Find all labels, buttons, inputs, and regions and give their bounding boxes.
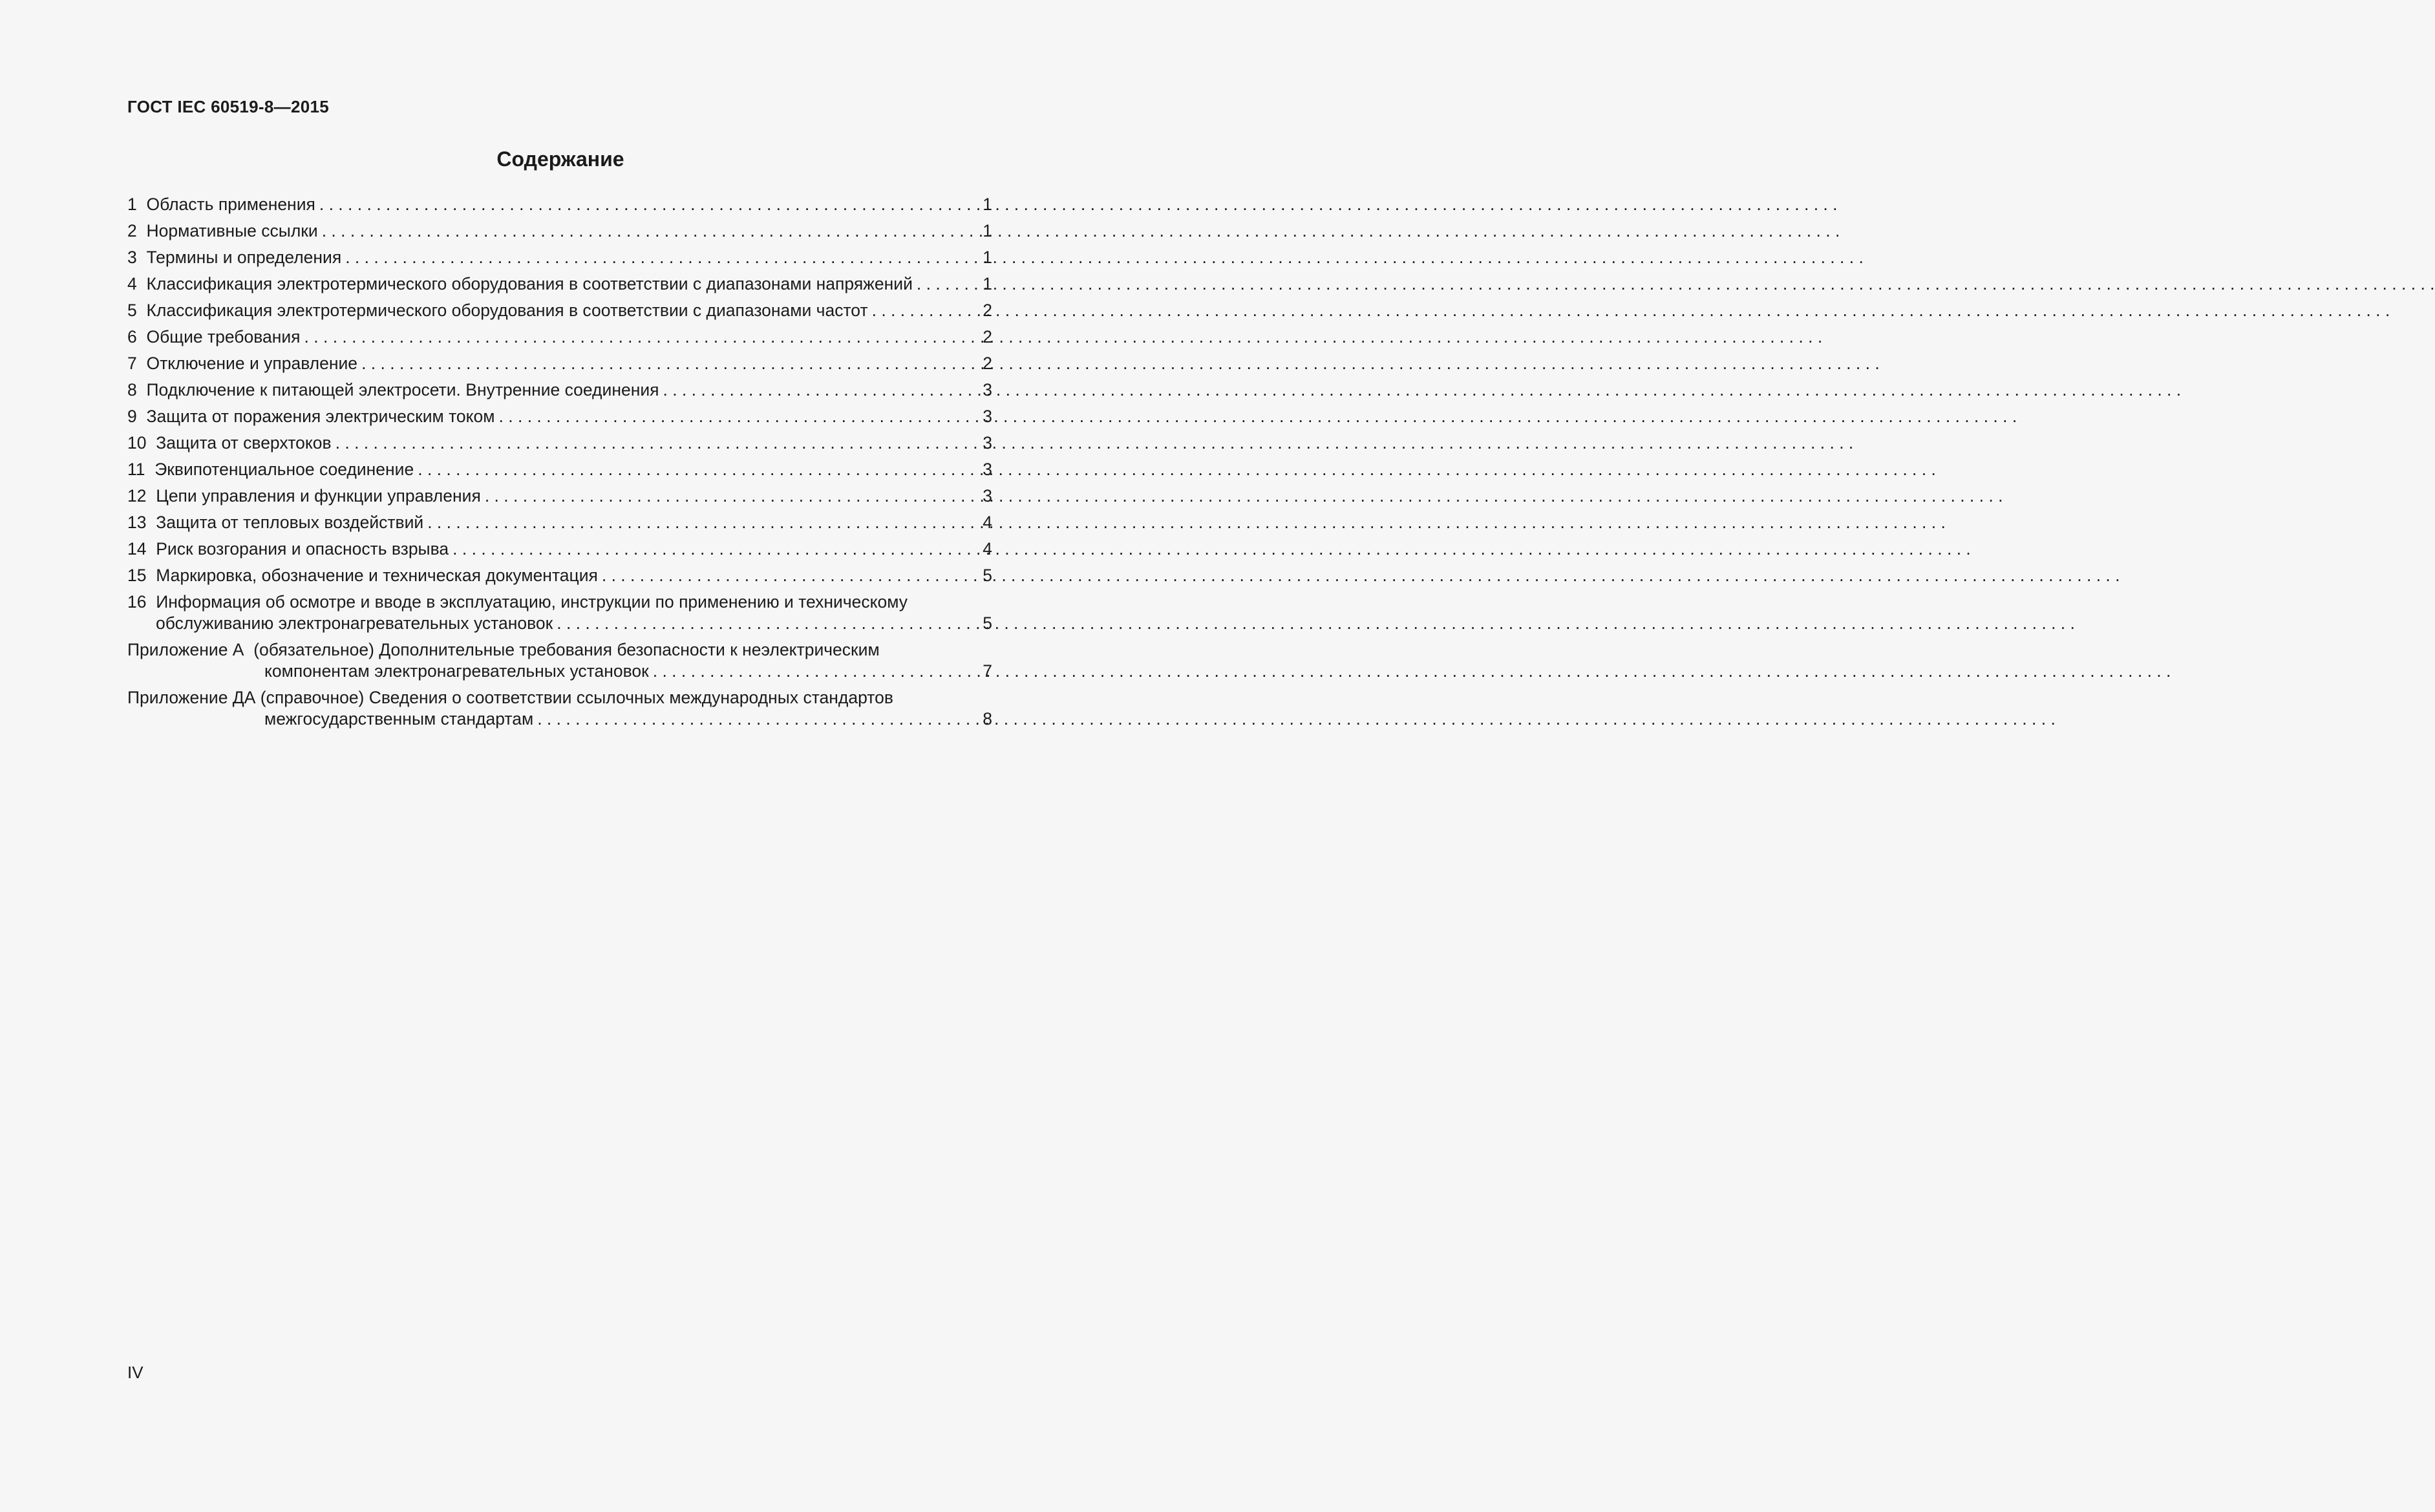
dot-leader bbox=[345, 247, 981, 268]
toc-entry-title: Защита от сверхтоков bbox=[156, 433, 332, 453]
toc-entry-title: Подключение к питающей электросети. Внутренние соединения bbox=[146, 380, 659, 399]
toc-entry-page: 3 bbox=[983, 380, 992, 399]
toc-entry-page: 2 bbox=[983, 327, 992, 346]
toc-entry-title: Защита от поражения электрическим током bbox=[146, 407, 495, 426]
toc-entry-title: Риск возгорания и опасность взрыва bbox=[156, 539, 449, 559]
toc-entry-page: 1 bbox=[983, 195, 992, 214]
dot-leader bbox=[335, 432, 982, 454]
dot-leader bbox=[663, 379, 981, 401]
toc-entry-title: (обязательное) Дополнительные требования безопасности к неэлектрическим bbox=[253, 640, 880, 659]
toc-entry-title: Общие требования bbox=[146, 327, 301, 346]
toc-entry[interactable] bbox=[127, 194, 992, 215]
toc-title: Содержание bbox=[496, 147, 624, 171]
toc-entry-number: 14 bbox=[127, 539, 147, 559]
toc-entry-number: 12 bbox=[127, 486, 147, 506]
dot-leader bbox=[537, 708, 981, 730]
toc-entry-number: 4 bbox=[127, 274, 137, 293]
toc-entry[interactable] bbox=[127, 300, 992, 321]
toc-entry[interactable] bbox=[127, 538, 992, 560]
toc-entry[interactable] bbox=[127, 565, 992, 586]
toc-entry-annex[interactable] bbox=[127, 639, 992, 682]
dot-leader bbox=[499, 406, 982, 427]
toc-entry-number: 7 bbox=[127, 354, 137, 373]
dot-leader bbox=[602, 565, 981, 586]
toc-entry-title-continued: межгосударственным стандартам bbox=[264, 709, 534, 729]
toc-entry-page: 8 bbox=[983, 709, 992, 729]
toc-entry-page: 1 bbox=[983, 248, 992, 267]
toc-entry[interactable] bbox=[127, 512, 992, 533]
toc-entry-number: 10 bbox=[127, 433, 147, 453]
toc-entry-page: 3 bbox=[983, 460, 992, 479]
toc-entry-title: Термины и определения bbox=[146, 248, 342, 267]
dot-leader bbox=[322, 220, 982, 242]
dot-leader bbox=[452, 538, 981, 560]
toc-entry-page: 4 bbox=[983, 513, 992, 532]
toc-entry[interactable] bbox=[127, 591, 992, 634]
annex-label: Приложение ДА bbox=[127, 688, 256, 707]
page-number: IV bbox=[127, 1363, 144, 1382]
toc-entry-number: 9 bbox=[127, 407, 137, 426]
toc-entry-number: 1 bbox=[127, 195, 137, 214]
toc-entry-title: Классификация электротермического оборудования в соответствии с диапазонами напряжений bbox=[146, 274, 913, 293]
dot-leader bbox=[485, 485, 981, 507]
toc-entry-title: Защита от тепловых воздействий bbox=[156, 513, 424, 532]
toc-entry[interactable] bbox=[127, 247, 992, 268]
toc-entry-title: Область применения bbox=[146, 195, 315, 214]
toc-entry-annex[interactable] bbox=[127, 687, 992, 730]
toc-entry-number: 2 bbox=[127, 221, 137, 240]
toc-entry-page: 5 bbox=[983, 566, 992, 585]
toc-entry-page: 3 bbox=[983, 433, 992, 453]
toc-entry[interactable] bbox=[127, 326, 992, 348]
toc-entry-page: 4 bbox=[983, 539, 992, 559]
toc-entry-number: 8 bbox=[127, 380, 137, 399]
toc-entry-title: Отключение и управление bbox=[146, 354, 358, 373]
dot-leader bbox=[361, 353, 981, 374]
annex-label: Приложение А bbox=[127, 640, 244, 659]
dot-leader bbox=[319, 194, 981, 215]
toc-entry[interactable] bbox=[127, 406, 992, 427]
toc-entry-number: 11 bbox=[127, 460, 145, 479]
toc-entry-title-continued: компонентам электронагревательных установок bbox=[264, 661, 649, 681]
toc-entry-number: 15 bbox=[127, 566, 147, 585]
dot-leader bbox=[418, 459, 981, 480]
toc-entry-page: 5 bbox=[983, 613, 992, 633]
toc-entry-page: 2 bbox=[983, 301, 992, 320]
dot-leader bbox=[304, 326, 982, 348]
toc-entry-page: 1 bbox=[983, 274, 992, 293]
toc-entry-number: 16 bbox=[127, 592, 147, 612]
toc-entry-title: Информация об осмотре и вводе в эксплуатацию, инструкции по применению и техническому bbox=[156, 592, 908, 612]
toc-entry-page: 3 bbox=[983, 407, 992, 426]
dot-leader bbox=[872, 300, 982, 321]
toc-entry-number: 3 bbox=[127, 248, 137, 267]
toc-entry-title: (справочное) Сведения о соответствии ссылочных международных стандартов bbox=[260, 688, 893, 707]
toc-entry[interactable] bbox=[127, 379, 992, 401]
toc-entry[interactable] bbox=[127, 485, 992, 507]
dot-leader bbox=[653, 661, 982, 682]
dot-leader bbox=[917, 273, 981, 295]
toc-entry[interactable] bbox=[127, 353, 992, 374]
toc-entry-title: Классификация электротермического оборудования в соответствии с диапазонами частот bbox=[146, 301, 868, 320]
dot-leader bbox=[557, 613, 981, 634]
toc-entry-number: 13 bbox=[127, 513, 147, 532]
toc-entry[interactable] bbox=[127, 459, 992, 480]
toc-entry-number: 6 bbox=[127, 327, 137, 346]
document-code: ГОСТ IEC 60519-8—2015 bbox=[127, 97, 329, 116]
toc-entry-page: 3 bbox=[983, 486, 992, 506]
toc-entry-page: 7 bbox=[983, 661, 992, 681]
toc-entry[interactable] bbox=[127, 432, 992, 454]
table-of-contents bbox=[127, 194, 992, 735]
toc-entry-title: Маркировка, обозначение и техническая документация bbox=[156, 566, 598, 585]
dot-leader bbox=[427, 512, 981, 533]
toc-entry[interactable] bbox=[127, 273, 992, 295]
toc-entry-title: Цепи управления и функции управления bbox=[156, 486, 481, 506]
toc-entry-title: Эквипотенциальное соединение bbox=[154, 460, 414, 479]
toc-entry-number: 5 bbox=[127, 301, 137, 320]
toc-entry-page: 2 bbox=[983, 354, 992, 373]
toc-entry[interactable] bbox=[127, 220, 992, 242]
toc-entry-title-continued: обслуживанию электронагревательных установок bbox=[156, 613, 553, 633]
toc-entry-title: Нормативные ссылки bbox=[146, 221, 318, 240]
toc-entry-page: 1 bbox=[983, 221, 992, 240]
